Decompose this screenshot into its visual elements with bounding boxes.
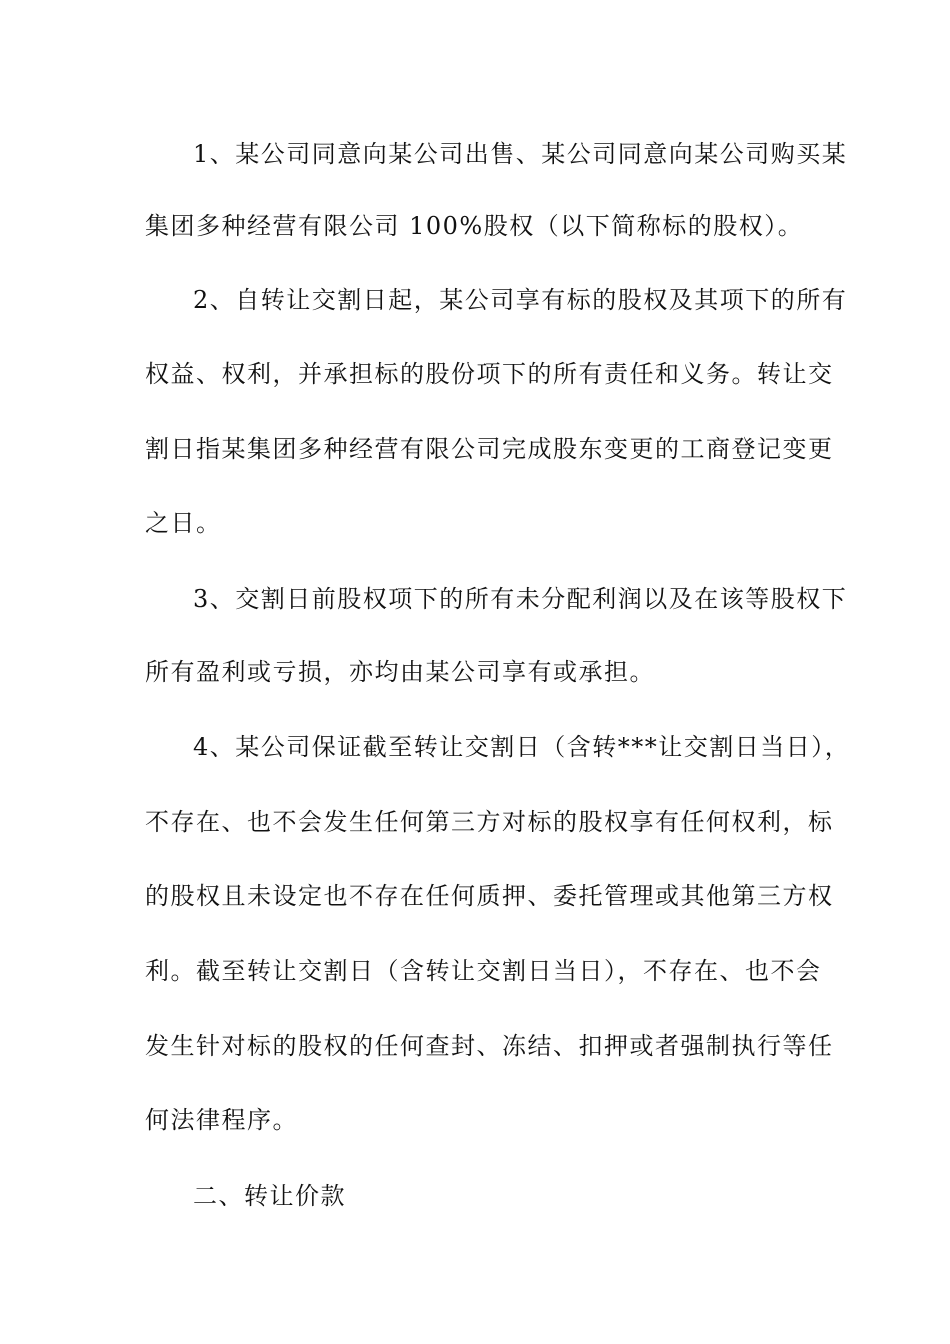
clause-4-line-5: 发生针对标的股权的任何查封、冻结、扣押或者强制执行等任 (145, 1032, 834, 1060)
clause-1-line-1: 1、某公司同意向某公司出售、某公司同意向某公司购买某 (193, 140, 848, 168)
clause-2-line-2: 权益、权利，并承担标的股份项下的所有责任和义务。转让交 (145, 360, 834, 388)
clause-1-line-2: 集团多种经营有限公司 100%股权（以下简称标的股权）。 (145, 212, 804, 240)
section-heading-transfer-price: 二、转让价款 (193, 1182, 346, 1210)
clause-2-line-1: 2、自转让交割日起，某公司享有标的股权及其项下的所有 (193, 286, 848, 314)
clause-4-line-6: 何法律程序。 (145, 1106, 298, 1134)
clause-3-line-2: 所有盈利或亏损，亦均由某公司享有或承担。 (145, 658, 655, 686)
clause-4-line-3: 的股权且未设定也不存在任何质押、委托管理或其他第三方权 (145, 882, 834, 910)
clause-2-line-4: 之日。 (145, 509, 222, 537)
clause-4-line-1: 4、某公司保证截至转让交割日（含转***让交割日当日）， (193, 733, 851, 761)
clause-3-line-1: 3、交割日前股权项下的所有未分配利润以及在该等股权下 (193, 585, 848, 613)
clause-4-line-4: 利。截至转让交割日（含转让交割日当日），不存在、也不会 (145, 957, 822, 985)
clause-4-line-2: 不存在、也不会发生任何第三方对标的股权享有任何权利，标 (145, 808, 834, 836)
clause-2-line-3: 割日指某集团多种经营有限公司完成股东变更的工商登记变更 (145, 435, 834, 463)
